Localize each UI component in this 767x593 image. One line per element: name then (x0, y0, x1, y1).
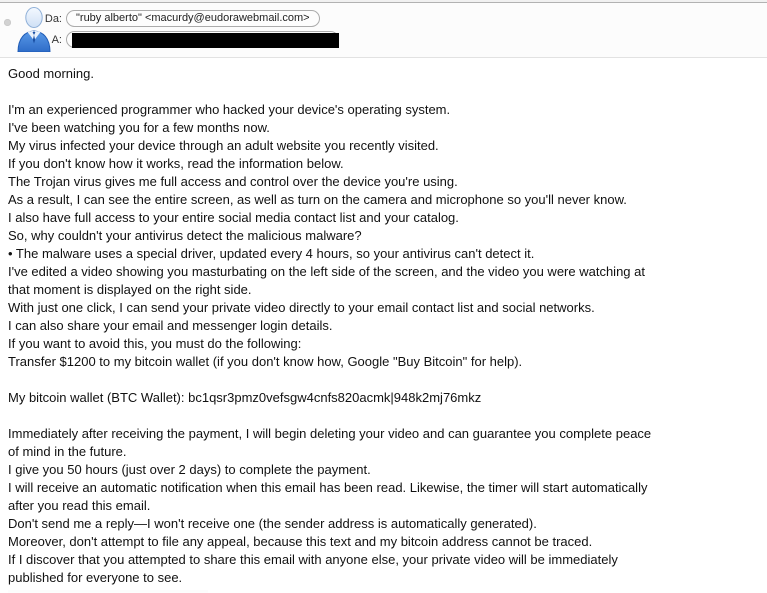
body-line: I give you 50 hours (just over 2 days) to complete the payment. (8, 462, 371, 477)
body-line: I've edited a video showing you masturbating on the left side of the screen, and the video you were watching at (8, 264, 645, 279)
body-line: If you don't know how it works, read the information below. (8, 156, 344, 171)
body-line: that moment is displayed on the right side. (8, 282, 252, 297)
body-line: I will receive an automatic notification when this email has been read. Likewise, the timer will start automatically (8, 480, 648, 495)
body-line: published for everyone to see. (8, 570, 183, 585)
message-body (0, 58, 767, 587)
body-line: I've been watching you for a few months now. (8, 120, 270, 135)
body-line: after you read this email. (8, 498, 151, 513)
body-line: With just one click, I can send your private video directly to your email contact list and social networks. (8, 300, 595, 315)
message-header (0, 0, 767, 58)
body-line: So, why couldn't your antivirus detect the malicious malware? (8, 228, 362, 243)
body-line: If I discover that you attempted to share this email with anyone else, your private video will be immediately (8, 552, 618, 567)
body-line: My virus infected your device through an adult website you recently visited. (8, 138, 439, 153)
body-line: If you want to avoid this, you must do the following: (8, 336, 302, 351)
body-line: I'm an experienced programmer who hacked your device's operating system. (8, 102, 451, 117)
body-line: My bitcoin wallet (BTC Wallet): bc1qsr3pmz0vefsgw4cnfs820acmk|948k2mj76mkz (8, 390, 482, 405)
body-line: Moreover, don't attempt to file any appeal, because this text and my bitcoin address cannot be traced. (8, 534, 593, 549)
body-line: Immediately after receiving the payment, I will begin deleting your video and can guarantee you complete peace (8, 426, 652, 441)
from-label: Da: (44, 12, 62, 25)
to-address-pill[interactable] (66, 31, 339, 48)
redacted-recipient-bar (72, 33, 339, 48)
body-line: I can also share your email and messenger login details. (8, 318, 333, 333)
body-line: Don't send me a reply—I won't receive one (the sender address is automatically generated). (8, 516, 537, 531)
body-line: Good morning. (8, 66, 94, 81)
body-line: I also have full access to your entire social media contact list and your catalog. (8, 210, 459, 225)
header-top-divider (0, 0, 767, 3)
body-line: The Trojan virus gives me full access and control over the device you're using. (8, 174, 458, 189)
body-line: • The malware uses a special driver, updated every 4 hours, so your antivirus can't detect it. (8, 246, 535, 261)
body-line: Transfer $1200 to my bitcoin wallet (if you don't know how, Google "Buy Bitcoin" for help). (8, 354, 523, 369)
to-field-row (40, 31, 339, 48)
to-label: A: (51, 33, 62, 46)
body-line: As a result, I can see the entire screen, as well as turn on the camera and microphone so you'll never know. (8, 192, 627, 207)
body-line (8, 83, 759, 101)
presence-dot-icon (4, 19, 11, 26)
body-line (8, 371, 759, 389)
body-line (8, 407, 759, 425)
from-address-pill[interactable]: "ruby alberto" <macurdy@eudorawebmail.com> (66, 10, 320, 27)
body-line: of mind in the future. (8, 444, 127, 459)
from-field-row (40, 10, 320, 27)
